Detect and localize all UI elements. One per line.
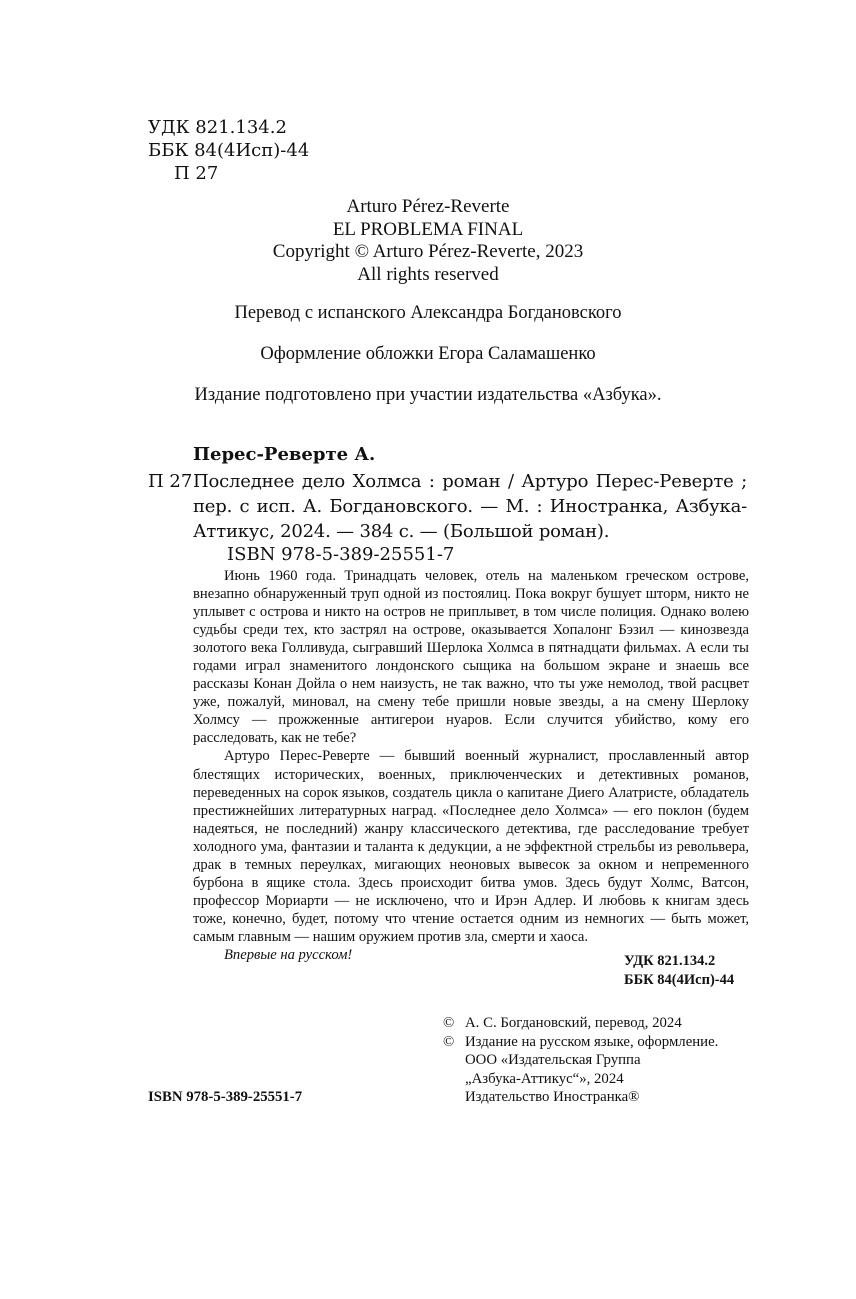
udk-code: УДК 821.134.2	[148, 117, 287, 138]
edition-credit: Издание подготовлено при участии издательства «Азбука».	[194, 385, 662, 405]
rights-reserved: All rights reserved	[357, 263, 499, 285]
copyright-edition: © Издание на русском языке, оформление.	[443, 1033, 719, 1050]
publisher-line: ООО «Издательская Группа	[465, 1052, 641, 1069]
copyright-block	[443, 1014, 718, 1107]
annotation	[193, 567, 749, 964]
classification-codes	[148, 116, 309, 185]
publisher-line: „Азбука-Аттикус“», 2024	[465, 1070, 624, 1087]
copyright-symbol: ©	[443, 1015, 455, 1031]
annotation-paragraph: Артуро Перес-Реверте — бывший военный журналист, прославленный автор блестящих исторических, военных, приключенческих и детективных романов, переведенных на сорок языков, создатель цикла о капитане Диего Алатристе, обладатель престижнейших литературных наград. «Последнее дело Холмса» — его поклон (будем надеяться, не последний) жанру классического детектива, где расследование требует холодного ума, фантазии и таланта к дедукции, а не эффектной стрельбы из револьвера, драк в темных переулках, мигающих неоновых вывесок за окном и непременного бурбона в ящике стола. Здесь происходит битва умов. Здесь будут Холмс, Ватсон, профессор Мориарти — не исключено, что и Ирэн Адлер. И любовь к книгам здесь тоже, конечно, будет, потому что чтение остается одним из немногих — быть может, самым главным — нашим оружием против зла, смерти и хаоса.	[193, 748, 749, 945]
original-edition-info	[0, 196, 856, 286]
imprint-line: Издательство Иностранка®	[465, 1089, 640, 1106]
translation-credit: Перевод с испанского Александра Богдановского	[234, 303, 622, 323]
bibliographic-isbn: ISBN 978-5-389-25551-7	[227, 544, 455, 565]
cover-credit: Оформление обложки Егора Саламашенко	[260, 344, 596, 364]
bbk-code-bottom: ББК 84(4Исп)-44	[624, 972, 735, 988]
bibliographic-code: П 27	[148, 471, 193, 492]
original-title: EL PROBLEMA FINAL	[332, 218, 524, 240]
bibliographic-description: Последнее дело Холмса : роман / Артуро Перес-Реверте ; пер. с исп. А. Богдановского. — М. : Иностранка, Азбука-Аттикус, 2024. — 384 с. — (Большой роман).	[193, 471, 747, 542]
isbn-bottom: ISBN 978-5-389-25551-7	[148, 1089, 303, 1105]
udk-code-bottom: УДК 821.134.2	[624, 953, 716, 969]
original-author: Arturo Pérez-Reverte	[346, 196, 510, 217]
annotation-paragraph: Июнь 1960 года. Тринадцать человек, отель на маленьком греческом острове, внезапно обнаруженный труп одной из постоялиц. Пока вокруг бушует шторм, никто не уплывет с острова и никто на остров не приплывет, в том числе полиция. Однако волею судьбы среди тех, кто застрял на острове, оказывается Хопалонг Бэзил — кинозвезда золотого века Голливуда, сыгравший Шерлока Холмса в пятнадцати фильмах. А если ты годами играл знаменитого лондонского сыщика на большом экране и знаешь все рассказы Конан Дойла о нем наизусть, не так важно, что ты уже немолод, твой расцвет уже, пожалуй, миновал, на смену тебе пришли новые звезды, а на смену Шерлоку Холмсу — прожженные антигерои нуаров. Если случится убийство, кому его расследовать, как не тебе?	[193, 568, 749, 747]
classification-block	[624, 952, 734, 990]
bbk-code: ББК 84(4Исп)-44	[148, 140, 310, 161]
copyright-translation: © А. С. Богдановский, перевод, 2024	[443, 1015, 682, 1031]
first-in-russian-note: Впервые на русском!	[224, 946, 353, 963]
bibliographic-author: Перес-Реверте А.	[193, 444, 376, 465]
author-mark: П 27	[174, 163, 219, 184]
copyright-symbol: ©	[443, 1033, 455, 1050]
original-copyright: Copyright © Arturo Pérez-Reverte, 2023	[272, 241, 584, 262]
